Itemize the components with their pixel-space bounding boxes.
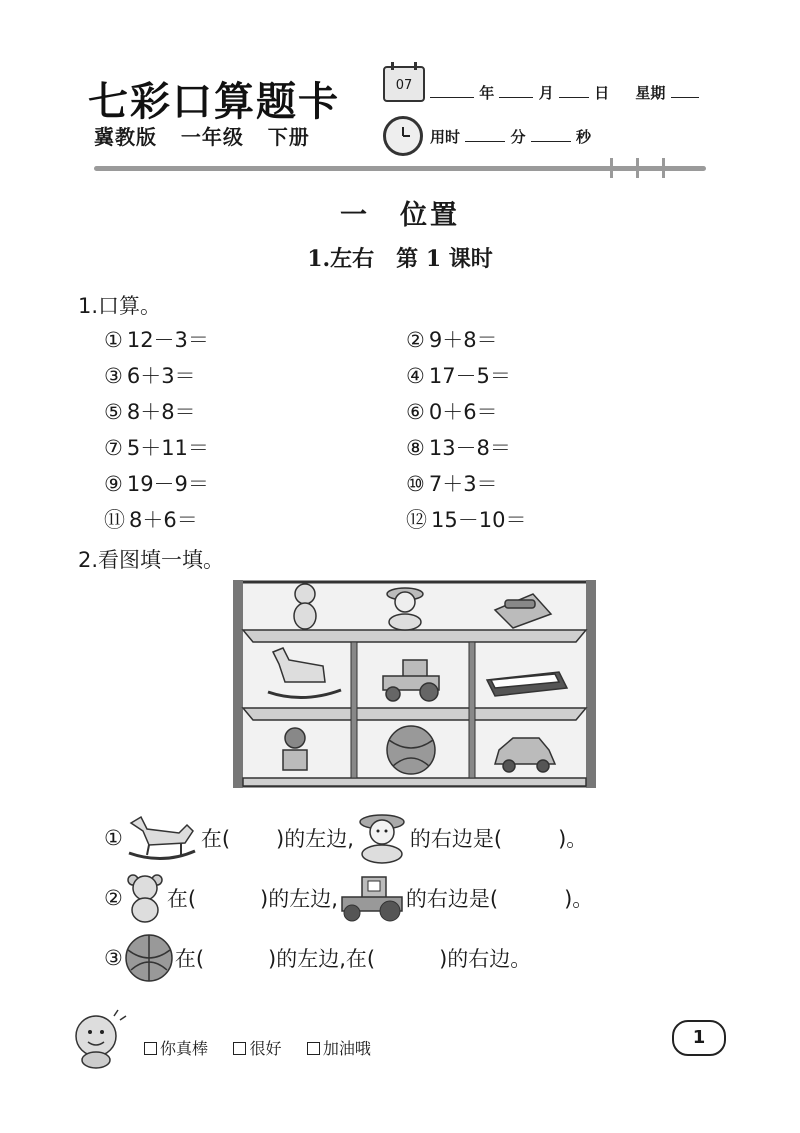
- time-used-label: 用时: [430, 128, 461, 146]
- divider-pin: [662, 158, 665, 178]
- time-line: [430, 126, 591, 147]
- minutes-label: 分: [510, 128, 526, 146]
- problem-expression: 19－9＝: [126, 472, 209, 496]
- checkbox-icon[interactable]: [233, 1042, 246, 1055]
- problem-expression: 7＋3＝: [428, 472, 498, 496]
- problem-expression: 8＋8＝: [126, 400, 196, 424]
- problem-number: ⑫: [406, 508, 427, 532]
- arithmetic-problem: [406, 396, 498, 426]
- month-label: 月: [538, 84, 554, 102]
- mascot-icon: [66, 1008, 130, 1070]
- arithmetic-problem: [104, 432, 209, 462]
- toy-shelf-picture: [233, 580, 596, 788]
- checkbox-icon[interactable]: [144, 1042, 157, 1055]
- arithmetic-problem: [406, 504, 526, 534]
- page-number: 1: [672, 1020, 726, 1056]
- date-line: [430, 82, 699, 103]
- problem-number: ⑥: [406, 400, 425, 424]
- problem-expression: 15－10＝: [431, 508, 527, 532]
- problem-number: ③: [104, 364, 123, 388]
- rating-option[interactable]: 你真棒: [144, 1039, 208, 1058]
- problem-expression: 6＋3＝: [126, 364, 196, 388]
- problem-number: ⑤: [104, 400, 123, 424]
- problem-expression: 12－3＝: [126, 328, 209, 352]
- divider-pin: [636, 158, 639, 178]
- header-divider: [94, 166, 706, 171]
- problem-number: ②: [406, 328, 425, 352]
- line-number: ②: [104, 886, 123, 910]
- unit-title: 一 位置: [340, 200, 460, 231]
- line-number: ③: [104, 946, 123, 970]
- problem-number: ⑩: [406, 472, 425, 496]
- seconds-label: 秒: [575, 128, 591, 146]
- calendar-icon: [383, 66, 425, 102]
- arithmetic-problem: [406, 324, 498, 354]
- arithmetic-problem: [104, 504, 198, 534]
- divider-pin: [610, 158, 613, 178]
- rating-option[interactable]: 加油哦: [307, 1039, 371, 1058]
- ball-toy: [387, 726, 435, 774]
- edition-line: [94, 121, 310, 150]
- line-number: ①: [104, 826, 123, 850]
- doll-icon: [354, 812, 410, 864]
- arithmetic-problem: [406, 432, 511, 462]
- day-label: 日: [594, 84, 610, 102]
- problem-expression: 8＋6＝: [129, 508, 198, 532]
- arithmetic-problem: [104, 468, 209, 498]
- arithmetic-problem: [406, 468, 498, 498]
- calendar-number: 07: [395, 78, 413, 93]
- problem-expression: 13－8＝: [428, 436, 511, 460]
- rating-option[interactable]: 很好: [233, 1039, 281, 1058]
- arithmetic-problem: [104, 360, 196, 390]
- problem-number: ④: [406, 364, 425, 388]
- problem-expression: 9＋8＝: [428, 328, 498, 352]
- edition: 冀教版: [94, 125, 157, 149]
- fill-line-2: ② 在( )的左边, 的右边是( )。: [104, 872, 593, 924]
- problem-number: ⑧: [406, 436, 425, 460]
- lesson-title: 1.左右 第 1 课时: [307, 246, 493, 272]
- weekday-label: 星期: [635, 84, 666, 102]
- fill-line-3: ③ 在( )的左边,在( )的右边。: [104, 932, 531, 984]
- problem-number: ⑨: [104, 472, 123, 496]
- rocking-horse-icon: [123, 813, 201, 863]
- problem-number: ①: [104, 328, 123, 352]
- self-rating: [144, 1036, 371, 1059]
- grade: 一年级: [180, 125, 244, 149]
- brand-title: 七彩口算题卡: [88, 78, 340, 125]
- problem-expression: 0＋6＝: [428, 400, 498, 424]
- ball-icon: [123, 932, 175, 984]
- volume: 下册: [267, 125, 310, 149]
- problem-number: ⑪: [104, 508, 125, 532]
- clock-icon: [383, 116, 423, 156]
- question-2-label: 2.看图填一填。: [78, 548, 225, 572]
- arithmetic-problem: [104, 396, 196, 426]
- tractor-icon: [338, 873, 406, 923]
- problem-expression: 17－5＝: [428, 364, 511, 388]
- fill-line-1: ① 在( )的左边, 的右边是( )。: [104, 812, 587, 864]
- checkbox-icon[interactable]: [307, 1042, 320, 1055]
- year-label: 年: [479, 84, 495, 102]
- bear-toy: [294, 584, 316, 629]
- bear-icon: [123, 872, 167, 924]
- problem-number: ⑦: [104, 436, 123, 460]
- question-1-label: 1.口算。: [78, 294, 162, 318]
- problem-expression: 5＋11＝: [126, 436, 209, 460]
- arithmetic-problem: [406, 360, 511, 390]
- arithmetic-problem: [104, 324, 209, 354]
